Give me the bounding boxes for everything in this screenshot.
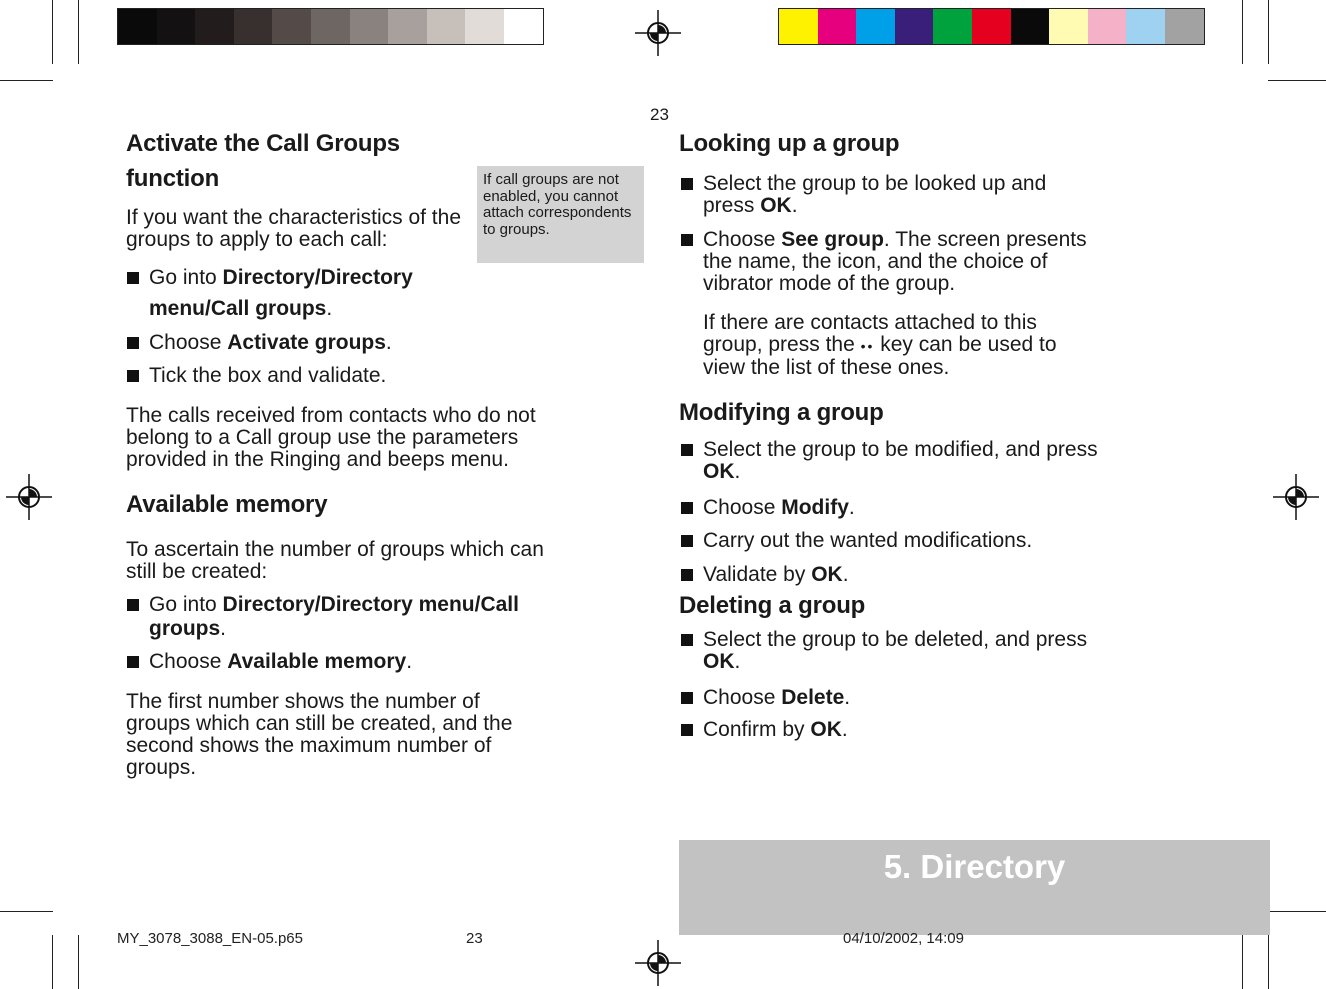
note-line: attach correspondents — [483, 204, 632, 221]
color-swatch — [272, 9, 311, 44]
list-item: Validate by OK. — [681, 564, 849, 586]
list-item: Select the group to be deleted, and press OK. — [681, 629, 1087, 673]
list-item: Select the group to be modified, and press OK. — [681, 439, 1098, 483]
paragraph: belong to a Call group use the parameters — [126, 426, 519, 449]
grayscale-bar — [117, 8, 544, 45]
page-number: 23 — [650, 105, 669, 124]
paragraph: The first number shows the number of — [126, 690, 480, 713]
footer-filename: MY_3078_3088_EN-05.p65 — [117, 930, 303, 947]
paragraph: groups. — [126, 756, 197, 779]
chapter-tab — [679, 840, 1270, 935]
color-swatch — [1126, 9, 1165, 44]
color-swatch — [972, 9, 1011, 44]
color-swatch — [157, 9, 196, 44]
color-swatch — [779, 9, 818, 44]
intro-text: groups to apply to each call: — [126, 228, 388, 251]
chapter-title: 5. Directory — [883, 848, 1066, 885]
color-swatch — [311, 9, 350, 44]
margin-note — [477, 166, 644, 263]
crop-mark — [1268, 935, 1269, 989]
list-item: Choose Delete. — [681, 687, 850, 709]
crop-mark — [52, 0, 53, 64]
color-swatch — [1088, 9, 1127, 44]
color-swatch — [118, 9, 157, 44]
crop-mark — [1242, 0, 1243, 64]
crop-mark — [78, 0, 79, 64]
color-swatch — [895, 9, 934, 44]
heading-activate-cont: function — [126, 165, 220, 192]
registration-mark-icon — [6, 474, 52, 520]
crop-mark — [0, 80, 53, 81]
color-swatch — [350, 9, 389, 44]
crop-mark — [1242, 935, 1243, 989]
color-swatch — [818, 9, 857, 44]
color-swatch — [195, 9, 234, 44]
crop-mark — [0, 911, 53, 912]
list-item: Choose Modify. — [681, 497, 855, 519]
intro-text: If you want the characteristics of the — [126, 206, 461, 229]
footer-date: 04/10/2002, 14:09 — [843, 930, 964, 947]
list-item: Choose Activate groups. — [127, 332, 392, 354]
color-swatch — [933, 9, 972, 44]
list-item: Confirm by OK. — [681, 719, 848, 741]
crop-mark — [1268, 80, 1326, 81]
registration-mark-icon — [1273, 474, 1319, 520]
color-swatch — [856, 9, 895, 44]
registration-mark-icon — [635, 940, 681, 986]
color-swatch — [1165, 9, 1204, 44]
color-swatch — [1049, 9, 1088, 44]
heading-modifying: Modifying a group — [679, 399, 884, 426]
registration-mark-icon — [635, 10, 681, 56]
paragraph: To ascertain the number of groups which can — [126, 538, 544, 561]
heading-available-memory: Available memory — [126, 491, 328, 518]
paragraph: groups which can still be created, and the — [126, 712, 513, 735]
paragraph: still be created: — [126, 560, 268, 583]
list-item: Go into Directory/Directory menu/Call — [127, 594, 519, 616]
list-item: Tick the box and validate. — [127, 365, 386, 387]
color-swatch — [465, 9, 504, 44]
color-swatch — [234, 9, 273, 44]
list-item-cont: groups. — [149, 617, 227, 640]
paragraph: second shows the maximum number of — [126, 734, 492, 757]
color-swatch — [427, 9, 466, 44]
paragraph: provided in the Ringing and beeps menu. — [126, 448, 509, 471]
list-item: Carry out the wanted modifications. — [681, 530, 1032, 552]
note-line: to groups. — [483, 220, 550, 238]
note-line: enabled, you cannot — [483, 187, 619, 205]
color-swatch — [504, 9, 543, 44]
crop-mark — [1268, 0, 1269, 64]
crop-mark — [1268, 911, 1326, 912]
list-item-cont: menu/Call groups. — [149, 297, 333, 320]
list-item: Choose Available memory. — [127, 651, 412, 673]
heading-activate: Activate the Call Groups — [126, 130, 400, 157]
list-item: Choose See group. The screen presents the name, the icon, and the choice of vibrator mode of the group. — [681, 229, 1087, 295]
color-swatch — [388, 9, 427, 44]
heading-looking-up: Looking up a group — [679, 130, 900, 157]
paragraph: If there are contacts attached to this group, press the •• key can be used to view the list of these ones. — [703, 311, 1057, 379]
crop-mark — [78, 935, 79, 989]
footer-page: 23 — [466, 930, 483, 947]
dots-key-icon: •• — [860, 338, 875, 354]
list-item: Go into Directory/Directory — [127, 267, 413, 289]
note-line: If call groups are not — [483, 171, 619, 188]
heading-deleting: Deleting a group — [679, 592, 866, 619]
color-bar — [778, 8, 1205, 45]
paragraph: The calls received from contacts who do not — [126, 404, 536, 427]
crop-mark — [52, 935, 53, 989]
color-swatch — [1011, 9, 1050, 44]
list-item: Select the group to be looked up and press OK. — [681, 173, 1046, 217]
